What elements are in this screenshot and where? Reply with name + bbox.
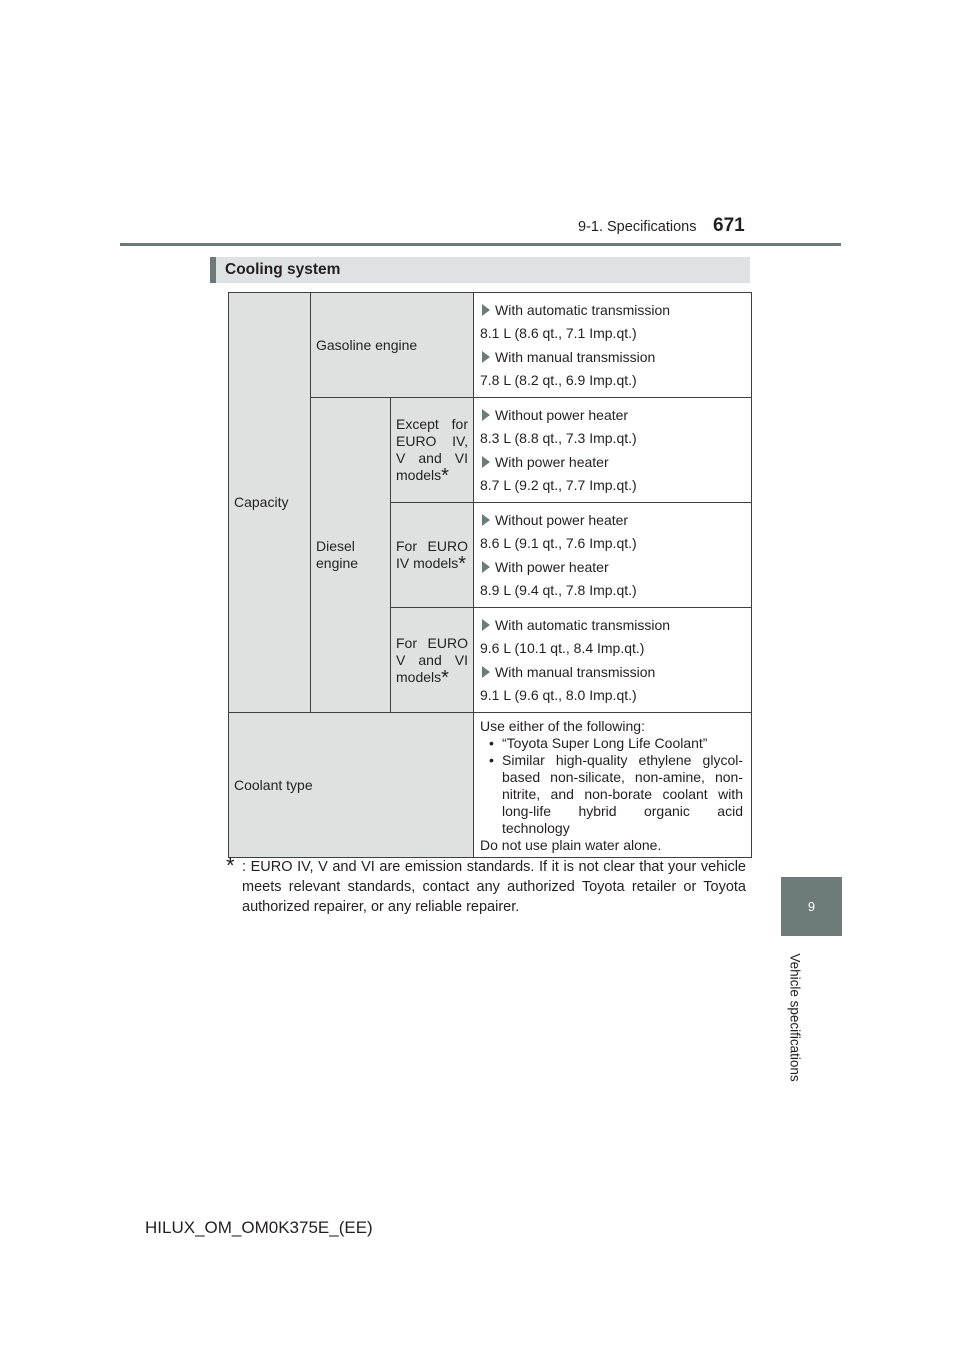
option-amount: 8.1 L (8.6 qt., 7.1 Imp.qt.) [480,325,637,341]
diesel-variant-label: Except for EURO IV, V and VI models* [391,398,474,503]
option-row [480,510,743,530]
diesel-variant-values [474,398,752,503]
page-number: 671 [713,215,745,236]
option-condition: With power heater [495,559,609,575]
option-condition: With manual transmission [495,664,656,680]
header-section-title: 9-1. Specifications [578,219,697,235]
option-condition: With automatic transmission [495,617,671,633]
footnote [226,853,746,917]
footnote-text: : EURO IV, V and VI are emission standards. If it is not clear that your vehicle meets relevant standards, contact any authorized Toyota retailer or Toyota authorized repairer, or any reliable repairer. [242,859,746,915]
coolant-list [480,735,743,837]
coolant-warning: Do not use plain water alone. [480,836,662,853]
option-amount: 8.3 L (8.8 qt., 7.3 Imp.qt.) [480,430,637,446]
option-row [480,300,743,320]
coolant-label: Coolant type [229,713,474,858]
diesel-variant-values [474,503,752,608]
option-condition: Without power heater [495,407,629,423]
option-amount: 7.8 L (8.2 qt., 6.9 Imp.qt.) [480,372,637,388]
chapter-label-text: Vehicle specifications [787,953,803,1082]
section-title: Cooling system [225,261,341,278]
arrow-bullet-icon [482,514,490,526]
table-row [229,713,752,858]
option-row [480,347,743,367]
cooling-spec-table [228,292,752,858]
option-amount: 8.9 L (9.4 qt., 7.8 Imp.qt.) [480,582,637,598]
option-row [480,452,743,472]
coolant-intro: Use either of the following: [480,717,645,734]
option-row [480,662,743,682]
chapter-number: 9 [807,899,816,914]
chapter-label [780,945,810,1090]
section-heading [210,257,750,283]
option-condition: With manual transmission [495,349,656,365]
arrow-bullet-icon [482,304,490,316]
option-amount: 9.6 L (10.1 qt., 8.4 Imp.qt.) [480,640,645,656]
section-accent [210,257,216,283]
header-rule [120,243,841,246]
chapter-tab [781,877,842,936]
option-condition: With automatic transmission [495,302,671,318]
arrow-bullet-icon [482,351,490,363]
diesel-label: Diesel engine [311,398,391,713]
document-id: HILUX_OM_OM0K375E_(EE) [145,1218,373,1237]
option-condition: With power heater [495,454,609,470]
option-amount: 8.6 L (9.1 qt., 7.6 Imp.qt.) [480,535,637,551]
option-condition: Without power heater [495,512,629,528]
diesel-variant-label: For EURO V and VI models* [391,608,474,713]
arrow-bullet-icon [482,409,490,421]
coolant-values [474,713,752,858]
list-item: • Similar high-quality ethylene glycol-based non-silicate, non-amine, non-nitrite, and non-borate coolant with long-life hybrid organic acid technology [480,752,743,837]
option-row [480,557,743,577]
arrow-bullet-icon [482,456,490,468]
option-amount: 8.7 L (9.2 qt., 7.7 Imp.qt.) [480,477,637,493]
option-row [480,405,743,425]
diesel-variant-label: For EURO IV models* [391,503,474,608]
table-row [229,293,752,398]
list-item: • “Toyota Super Long Life Coolant” [480,735,743,752]
arrow-bullet-icon [482,561,490,573]
footnote-marker: * [226,853,235,878]
arrow-bullet-icon [482,619,490,631]
option-row [480,615,743,635]
capacity-label: Capacity [229,293,311,713]
gasoline-values [474,293,752,398]
arrow-bullet-icon [482,666,490,678]
gasoline-label: Gasoline engine [311,293,474,398]
option-amount: 9.1 L (9.6 qt., 8.0 Imp.qt.) [480,687,637,703]
diesel-variant-values [474,608,752,713]
